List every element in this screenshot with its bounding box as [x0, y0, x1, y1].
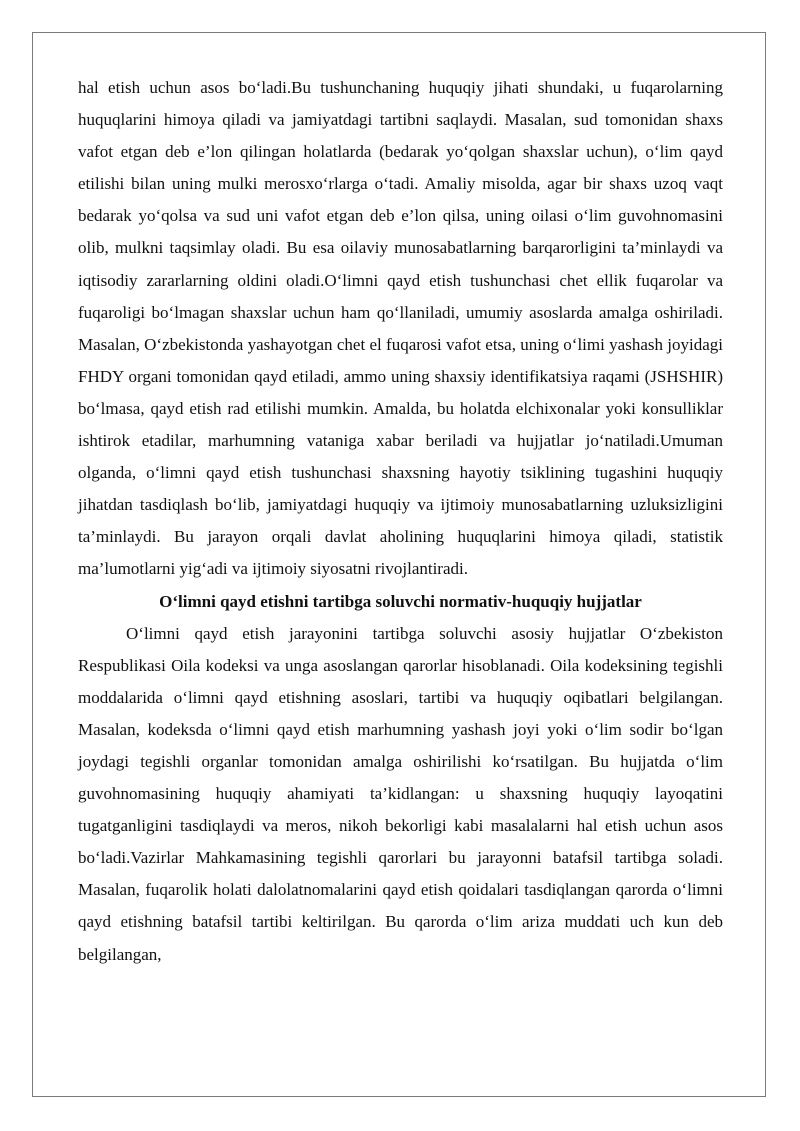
body-paragraph: hal etish uchun asos bo‘ladi.Bu tushunchaning huquqiy jihati shundaki, u fuqarolarning huquqlarini himoya qiladi va jamiyatdagi tartibni saqlaydi. Masalan, sud tomonidan shaxs vafot etgan deb e’lon qilingan holatlarda (bedarak yo‘qolgan shaxslar uchun), o‘lim qayd etilishi bilan uning mulki merosxo‘rlarga o‘tadi. Amaliy misolda, agar bir shaxs uzoq vaqt bedarak yo‘qolsa va sud uni vafot etgan deb e’lon qilsa, uning oilasi o‘lim guvohnomasini olib, mulkni taqsimlay oladi. Bu esa oilaviy munosabatlarning barqarorligini ta’minlaydi va iqtisodiy zararlarning oldini oladi.O‘limni qayd etish tushunchasi chet ellik fuqarolar va fuqaroligi bo‘lmagan shaxslar uchun ham qo‘llaniladi, umumiy asoslarda amalga oshiriladi. Masalan, O‘zbekistonda yashayotgan chet el fuqarosi vafot etsa, uning o‘limi yashash joyidagi FHDY organi tomonidan qayd etiladi, ammo uning shaxsiy identifikatsiya raqami (JSHSHIR) bo‘lmasa, qayd etish rad etilishi mumkin. Amalda, bu holatda elchixonalar yoki konsulliklar ishtirok etadilar, marhumning vataniga xabar beriladi va hujjatlar jo‘natiladi.Umuman olganda, o‘limni qayd etish tushunchasi shaxsning hayotiy tsiklining tugashini huquqiy jihatdan tasdiqlash bo‘lib, jamiyatdagi huquqiy va ijtimoiy munosabatlarning uzluksizligini ta’minlaydi. Bu jarayon orqali davlat aholining huquqlarini himoya qiladi, statistik ma’lumotlarni yig‘adi va ijtimoiy siyosatni rivojlantiradi. — [78, 78, 723, 579]
section-paragraph: O‘limni qayd etish jarayonini tartibga soluvchi asosiy hujjatlar O‘zbekiston Respublikasi Oila kodeksi va unga asoslangan qarorlar hisoblanadi. Oila kodeksining tegishli moddalarida o‘limni qayd etishning asoslari, tartibi va huquqiy oqibatlari belgilangan. Masalan, kodeksda o‘limni qayd etish marhumning yashash joyi yoki o‘lim sodir bo‘lgan joydagi tegishli organlar tomonidan amalga oshirilishi ko‘rsatilgan. Bu hujjatda o‘lim guvohnomasining huquqiy ahamiyati ta’kidlangan: u shaxsning huquqiy layoqatini tugatganligini tasdiqlaydi va meros, nikoh bekorligi kabi masalalarni hal etish uchun asos bo‘ladi.Vazirlar Mahkamasining tegishli qarorlari bu jarayonni batafsil tartibga soladi. Masalan, fuqarolik holati dalolatnomalarini qayd etish qoidalari tasdiqlangan qarorda o‘limni qayd etishning batafsil tartibi keltirilgan. Bu qarorda o‘lim ariza muddati uch kun deb belgilangan, — [78, 623, 723, 964]
document-body — [78, 72, 723, 971]
section-heading: O‘limni qayd etishni tartibga soluvchi normativ-huquqiy hujjatlar — [159, 591, 642, 611]
